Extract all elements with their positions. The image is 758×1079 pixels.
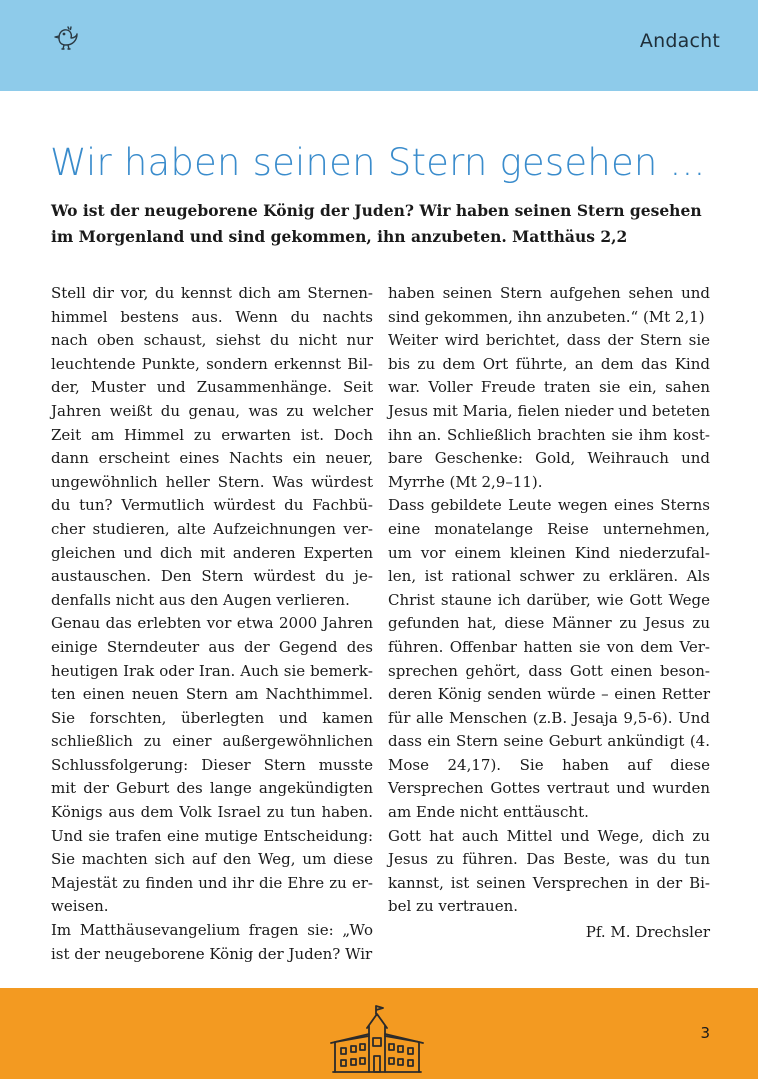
text-column-right [388, 282, 710, 945]
page-number: 3 [700, 1024, 710, 1042]
bible-verse-intro: Wo ist der neugeborene König der Juden? Wir haben seinen Stern gesehen im Morgenland und sind gekommen, ihn anzubeten. Matthäus 2,2 [51, 201, 702, 246]
paragraph: Im Matthäusevangelium fragen sie: „Wo ist der neugeborene König der Juden? Wir [51, 921, 373, 963]
bird-icon [52, 24, 80, 52]
paragraph: Weiter wird berichtet, dass der Stern sie bis zu dem Ort führte, an dem das Kind war. Voller Freude traten sie ein, sahen Jesus mit Maria, fielen nieder und beteten ihn an. Schließlich brachten sie ihm kostbare Geschenke: Gold, Weihrauch und Myrrhe (Mt 2,9–11). [388, 331, 710, 491]
article-title: Wir haben seinen Stern gesehen ... [50, 140, 706, 184]
text-column-left [51, 282, 373, 966]
author-signature: Pf. M. Drechsler [585, 923, 710, 942]
section-label: Andacht [639, 30, 720, 52]
paragraph: haben seinen Stern aufgehen sehen und sind gekommen, ihn anzubeten.“ (Mt 2,1) [388, 284, 710, 326]
paragraph: Stell dir vor, du kennst dich am Sternenhimmel bestens aus. Wenn du nachts nach oben schaust, siehst du nicht nur leuchtende Punkte, sondern erkennst Bilder, Muster und Zusammenhänge. Seit Jahren weißt du genau, was zu welcher Zeit am Himmel zu erwarten ist. Doch dann erscheint eines Nachts ein neuer, ungewöhnlich heller Stern. Was würdest du tun? Vermutlich würdest du Fachbücher studieren, alte Aufzeichnungen vergleichen und dich mit anderen Experten austauschen. Den Stern würdest du jedenfalls nicht aus den Augen verlieren. [51, 284, 373, 609]
header-bar [0, 0, 758, 91]
paragraph: Genau das erlebten vor etwa 2000 Jahren einige Sterndeuter aus der Gegend des heutigen Irak oder Iran. Auch sie bemerkten einen neuen Stern am Nachthimmel. Sie forschten, überlegten und kamen schließlich zu einer außergewöhnlichen Schlussfolgerung: Dieser Stern musste mit der Geburt des lange angekündigten Königs aus dem Volk Israel zu tun haben. Und sie trafen eine mutige Entscheidung: Sie machten sich auf den Weg, um diese Majestät zu finden und ihr die Ehre zu erweisen. [51, 614, 373, 916]
paragraph: Dass gebildete Leute wegen eines Sterns eine monatelange Reise unternehmen, um vor einem kleinen Kind niederzufallen, ist rational schwer zu erklären. Als Christ staune ich darüber, wie Gott Wege gefunden hat, diese Männer zu Jesus zu führen. Offenbar hatten sie von dem Versprechen gehört, dass Gott einen besonderen König senden würde – einen Retter für alle Menschen (z.B. Jesaja 9,5-6). Und dass ein Stern seine Geburt ankündigt (4. Mose 24,17). Sie haben auf diese Versprechen Gottes vertraut und wurden am Ende nicht enttäuscht. [388, 496, 710, 822]
paragraph: Gott hat auch Mittel und Wege, dich zu Jesus zu führen. Das Beste, was du tun kannst, ist seinen Versprechen in der Bibel zu vertrauen. [388, 826, 710, 916]
school-building-icon [327, 1004, 427, 1076]
